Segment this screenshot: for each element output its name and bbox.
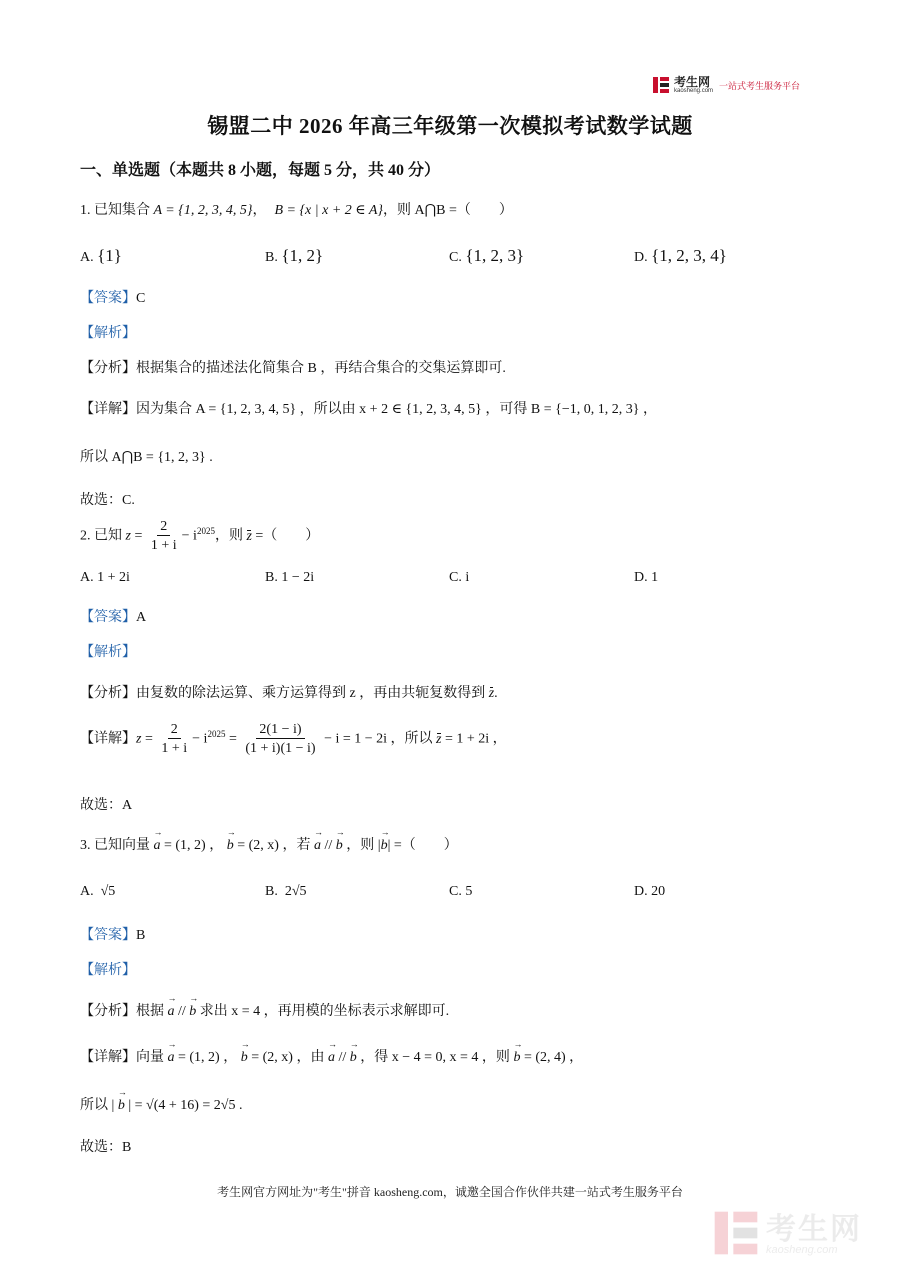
choose-label: 故选： (80, 493, 122, 508)
q3-vector-b-3: → b (381, 838, 388, 854)
q3-stem-b: = (1, 2) ， (160, 838, 227, 853)
q1-option-d-value: {1, 2, 3, 4} (651, 246, 727, 265)
header-logo (652, 74, 822, 96)
q1-set-a: A = {1, 2, 3, 4, 5} (153, 203, 253, 218)
q3-option-b (265, 884, 307, 900)
q2-option-a: A. 1 + 2i (80, 570, 130, 585)
q3-stem-e: =（ ） (390, 838, 458, 853)
choose-label: 故选： (80, 798, 122, 813)
q2-detail-fraction-2-denominator: (1 + i)(1 − i) (245, 741, 316, 757)
q3-option-a-label: A. (80, 884, 94, 899)
q3-answer-value: B (136, 928, 146, 943)
q2-detail-fraction-2 (242, 722, 318, 757)
logo-url: kaosheng.com (674, 88, 714, 94)
q3-vector-a: → a (154, 838, 161, 854)
q3-detail2-b: | = √(4 + 16) = 2√5 . (124, 1098, 243, 1113)
detail-label: 【详解】 (80, 731, 136, 747)
q2-detail: 【详解】z = $\frac{2}{1 + i}$ − $i^{2025}$ = $\frac{2(1 - i)}{(1 + i)(1 - i)}$ − i = 1 − 2i ，所以 z = 1 + 2i ， (80, 722, 507, 757)
q3-detail-vector-b: → b (241, 1050, 248, 1066)
q1-detail (80, 398, 657, 418)
fenxi-label: 【分析】 (80, 686, 136, 701)
q3-analysis-label: 【解析】 (80, 963, 136, 978)
q1-stem-suffix: ，则 A⋂B =（ ） (383, 203, 513, 218)
q2-option-d: D. 1 (634, 570, 659, 585)
q2-fraction-denominator: 1 + i (150, 538, 177, 554)
q3-detail-c: = (2, x) ，由 (247, 1050, 328, 1065)
q3-fenxi-vector-b: → b (189, 1004, 196, 1020)
q2-detail-fraction-1-denominator: 1 + i (161, 741, 188, 757)
q3-detail-b: = (1, 2) ， (174, 1050, 241, 1065)
watermark-logo (712, 1207, 892, 1263)
q2-detail-fraction-1 (158, 722, 190, 757)
q1-answer-value: C (136, 291, 146, 306)
answer-label: 【答案】 (80, 928, 136, 943)
q3-option-b-label: B. (265, 884, 278, 899)
q3-option-c: C. 5 (449, 884, 473, 899)
q2-fraction-numerator: 2 (157, 519, 170, 536)
q2-stem-suffix: =（ ） (251, 528, 320, 544)
fenxi-label: 【分析】 (80, 1004, 136, 1019)
q1-answer (80, 287, 145, 307)
q1-option-a-value: {1} (97, 246, 122, 265)
q2-fenxi: 【分析】由复数的除法运算、乘方运算得到 z ，再由共轭复数得到 z. (80, 686, 498, 701)
q3-detail-e: = (2, 4) ， (520, 1050, 584, 1065)
q3-detail: 【详解】向量 → a = (1, 2) ， → b = (2, x) ，由 → a // → b ，得 x − 4 = 0, x = 4 ，则 → b = (2, 4) ， (80, 1046, 583, 1066)
q2-detail-z-conjugate: z (436, 731, 442, 747)
q3-option-a (80, 884, 115, 900)
q1-option-b (265, 246, 323, 266)
q3-detail-d: ，得 x − 4 = 0, x = 4 ，则 (356, 1050, 514, 1065)
q3-vector-b-2: → b (336, 838, 343, 854)
q3-option-a-value: √5 (100, 884, 116, 899)
q2-choose-value: A (122, 798, 133, 813)
answer-label: 【答案】 (80, 291, 136, 306)
q3-detail-vector-b-2: → b (350, 1050, 357, 1066)
q3-stem-prefix: 3. 已知向量 (80, 838, 154, 853)
logo-wordmark (674, 76, 713, 94)
q1-set-b: B = {x | x + 2 ∈ A} (274, 203, 384, 218)
answer-label: 【答案】 (80, 610, 136, 625)
watermark-name: 考生网 (766, 1212, 862, 1246)
q2-detail-tail: − i = 1 − 2i ，所以 (320, 731, 437, 747)
q3-vector-a-2: → a (314, 838, 321, 854)
q3-fenxi: 【分析】根据 → a // → b 求出 x = 4 ，再用模的坐标表示求解即可. (80, 1000, 449, 1020)
q3-detail-vector-a-2: → a (328, 1050, 335, 1066)
q2-var-z: z (125, 528, 131, 544)
q3-detail2-a: 所以 | (80, 1098, 118, 1113)
logo-name: 考生网 (674, 75, 711, 89)
q3-choose-value: B (122, 1140, 132, 1155)
q1-option-c-label: C. (449, 250, 462, 265)
q3-fenxi-b: 求出 x = 4 ，再用模的坐标表示求解即可. (196, 1004, 450, 1019)
q1-detail-text: 因为集合 A = {1, 2, 3, 4, 5} ，所以由 x + 2 ∈ {1, 2, 3, 4, 5} ，可得 B = {−1, 0, 1, 2, 3} ， (136, 402, 657, 417)
q2-fraction (148, 519, 180, 554)
q2-exponent: 2025 (196, 525, 215, 536)
fenxi-label: 【分析】 (80, 361, 136, 376)
logo-icon (652, 76, 670, 94)
q3-stem-c: = (2, x) ，若 (233, 838, 314, 853)
section-heading: 一、单选题（本题共 8 小题，每题 5 分，共 40 分） (80, 162, 441, 179)
detail-label: 【详解】 (80, 1050, 136, 1065)
q1-option-d (634, 246, 727, 266)
q3-detail2-vector-b: → b (118, 1098, 125, 1114)
q2-fenxi-text: 由复数的除法运算、乘方运算得到 z ，再由共轭复数得到 (136, 686, 489, 701)
q3-stem-d: ，则 (342, 838, 378, 853)
q2-option-b: B. 1 − 2i (265, 570, 315, 585)
q2-answer (80, 606, 146, 626)
q3-option-b-value: 2√5 (284, 884, 307, 899)
q2-z-conjugate: z (246, 528, 252, 544)
page-footer: 考生网官方网址为"考生"拼音 kaosheng.com，诚邀全国合作伙伴共建一站式考生服务平台 (217, 1185, 683, 1199)
q1-option-b-label: B. (265, 250, 278, 265)
q2-detail-z: z (136, 731, 142, 747)
q3-option-d: D. 20 (634, 884, 666, 899)
q2-choose (80, 794, 132, 814)
q2-detail-end: = 1 + 2i ， (441, 731, 507, 747)
watermark-wordmark (766, 1212, 862, 1256)
q3-fenxi-a: 根据 (136, 1004, 168, 1019)
q3-vector-b: → b (227, 838, 234, 854)
q1-option-d-label: D. (634, 250, 648, 265)
q1-stem-prefix: 1. 已知集合 (80, 203, 154, 218)
q3-detail-a: 向量 (136, 1050, 168, 1065)
q2-detail-fraction-1-numerator: 2 (168, 722, 181, 739)
q1-option-b-value: {1, 2} (281, 246, 324, 265)
q1-option-a (80, 246, 122, 266)
q3-detail-vector-a: → a (168, 1050, 175, 1066)
page-title: 锡盟二中 2026 年高三年级第一次模拟考试数学试题 (207, 114, 693, 138)
q1-stem: 1. 已知集合 A = {1, 2, 3, 4, 5}， B = {x | x + 2 ∈ A}，则 A⋂B =（ ） (80, 203, 513, 218)
q2-fenxi-z-conjugate: z (488, 686, 495, 701)
q2-stem-prefix: 2. 已知 (80, 528, 126, 544)
watermark-icon (712, 1209, 760, 1262)
q1-fenxi (80, 357, 506, 377)
q2-stem: 2. 已知 z = $\frac{2}{1 + i}$ − $i^{2025}$，则 z =（ ） (80, 519, 320, 554)
q1-analysis-label: 【解析】 (80, 326, 136, 341)
q1-detail-conclusion: 所以 A⋂B = {1, 2, 3} . (80, 450, 213, 465)
q1-option-a-label: A. (80, 250, 94, 265)
q1-option-c (449, 246, 524, 266)
q2-detail-exponent: 2025 (207, 728, 226, 739)
q3-stem: 3. 已知向量 → a = (1, 2) ， → b = (2, x) ，若 → a // → b ，则 |→ b| =（ ） (80, 834, 458, 854)
logo-slogan: 一站式考生服务平台 (719, 80, 801, 91)
q1-choose (80, 489, 135, 509)
q2-answer-value: A (136, 610, 147, 625)
q2-stem-mid: ，则 (214, 528, 247, 544)
q3-answer (80, 924, 145, 944)
detail-label: 【详解】 (80, 402, 136, 417)
q3-choose (80, 1136, 131, 1156)
q3-detail-conclusion (80, 1094, 243, 1114)
q1-choose-value: C. (122, 493, 135, 508)
choose-label: 故选： (80, 1140, 122, 1155)
q2-detail-fraction-2-numerator: 2(1 − i) (256, 722, 304, 739)
q1-fenxi-text: 根据集合的描述法化简集合 B ，再结合集合的交集运算即可. (136, 361, 506, 376)
q2-analysis-label: 【解析】 (80, 645, 136, 660)
q3-fenxi-vector-a: → a (168, 1004, 175, 1020)
q1-option-c-value: {1, 2, 3} (465, 246, 525, 265)
q3-detail-vector-b-3: → b (513, 1050, 520, 1066)
watermark-url: kaosheng.com (766, 1243, 838, 1256)
q2-option-c: C. i (449, 570, 470, 585)
